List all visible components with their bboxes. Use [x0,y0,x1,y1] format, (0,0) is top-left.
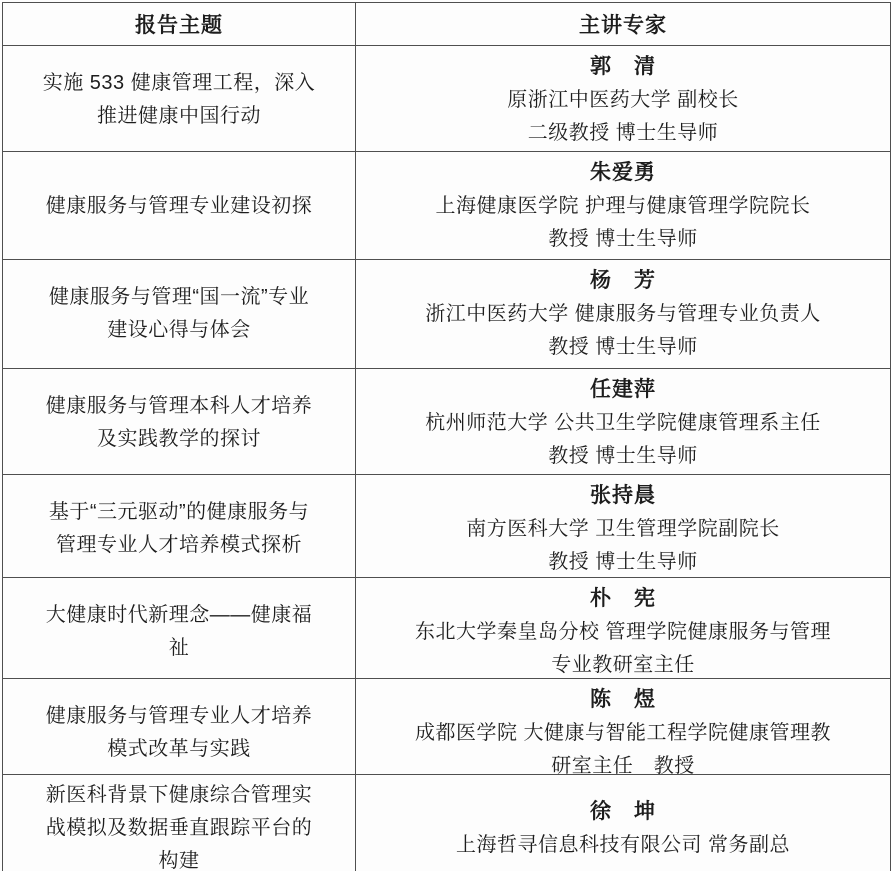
schedule-table [2,2,891,871]
column-header-topic-label: 报告主题 [135,14,223,37]
expert-detail-line: 东北大学秦皇岛分校 管理学院健康服务与管理 [414,621,832,643]
expert-cell [355,475,890,583]
table-body [3,46,890,871]
expert-detail-line: 南方医科大学 卫生管理学院副院长 [466,518,780,540]
table-row [3,679,890,775]
expert-detail-line: 研室主任 教授 [551,755,695,777]
column-header-expert [355,3,890,45]
topic-line: 大健康时代新理念——健康福 [45,604,313,626]
topic-cell [3,46,355,154]
table-header-row [3,3,890,46]
table-row [3,775,890,871]
expert-name: 张持晨 [590,484,656,507]
expert-detail-line: 教授 博士生导师 [548,445,698,467]
topic-line: 战模拟及数据垂直跟踪平台的 [45,817,313,839]
topic-line: 祉 [168,637,190,659]
topic-cell [3,775,355,871]
topic-line: 新医科背景下健康综合管理实 [45,784,313,806]
column-header-topic [3,3,355,45]
table-row [3,152,890,260]
table-row [3,46,890,152]
topic-cell [3,679,355,787]
expert-cell [355,260,890,368]
topic-line: 健康服务与管理专业建设初探 [45,194,313,217]
expert-name: 朴 宪 [590,587,656,610]
table-row [3,578,890,679]
topic-line: 健康服务与管理“国一流”专业 [48,286,310,308]
topic-line: 模式改革与实践 [107,738,251,760]
expert-detail-line: 教授 博士生导师 [548,228,698,250]
expert-name: 郭 清 [590,55,656,78]
expert-detail-line: 上海健康医学院 护理与健康管理学院院长 [435,195,811,217]
expert-detail-line: 上海哲寻信息科技有限公司 常务副总 [455,834,791,856]
topic-cell [3,152,355,260]
expert-name: 朱爱勇 [590,161,656,184]
topic-cell [3,260,355,368]
expert-detail-line: 杭州师范大学 公共卫生学院健康管理系主任 [425,412,821,434]
expert-name: 陈 煜 [590,688,656,711]
expert-detail-line: 教授 博士生导师 [548,336,698,358]
expert-detail-line: 成都医学院 大健康与智能工程学院健康管理教 [414,722,832,744]
expert-detail-line: 原浙江中医药大学 副校长 [507,89,739,111]
topic-cell [3,369,355,477]
topic-line: 管理专业人才培养模式探析 [56,534,302,556]
expert-cell [355,679,890,787]
topic-cell [3,578,355,686]
topic-line: 实施 533 健康管理工程，深入 [42,72,316,94]
expert-name: 徐 坤 [590,800,656,823]
expert-cell [355,578,890,686]
expert-cell [355,369,890,477]
expert-name: 任建萍 [590,378,656,401]
expert-cell [355,152,890,260]
expert-detail-line: 专业教研室主任 [551,654,695,676]
expert-detail-line: 浙江中医药大学 健康服务与管理专业负责人 [425,303,821,325]
table-row [3,260,890,369]
table-row [3,475,890,578]
topic-line: 及实践教学的探讨 [97,428,261,450]
topic-line: 基于“三元驱动”的健康服务与 [48,501,310,523]
expert-cell [355,46,890,154]
expert-name: 杨 芳 [590,269,656,292]
topic-cell [3,475,355,583]
topic-line: 健康服务与管理专业人才培养 [45,705,313,727]
expert-detail-line: 二级教授 博士生导师 [527,122,719,144]
column-header-expert-label: 主讲专家 [579,14,667,37]
table-row [3,369,890,475]
expert-cell [355,775,890,871]
topic-line: 建设心得与体会 [107,319,251,341]
topic-line: 推进健康中国行动 [97,105,261,127]
topic-line: 构建 [158,850,200,871]
topic-line: 健康服务与管理本科人才培养 [45,395,313,417]
expert-detail-line: 教授 博士生导师 [548,551,698,573]
